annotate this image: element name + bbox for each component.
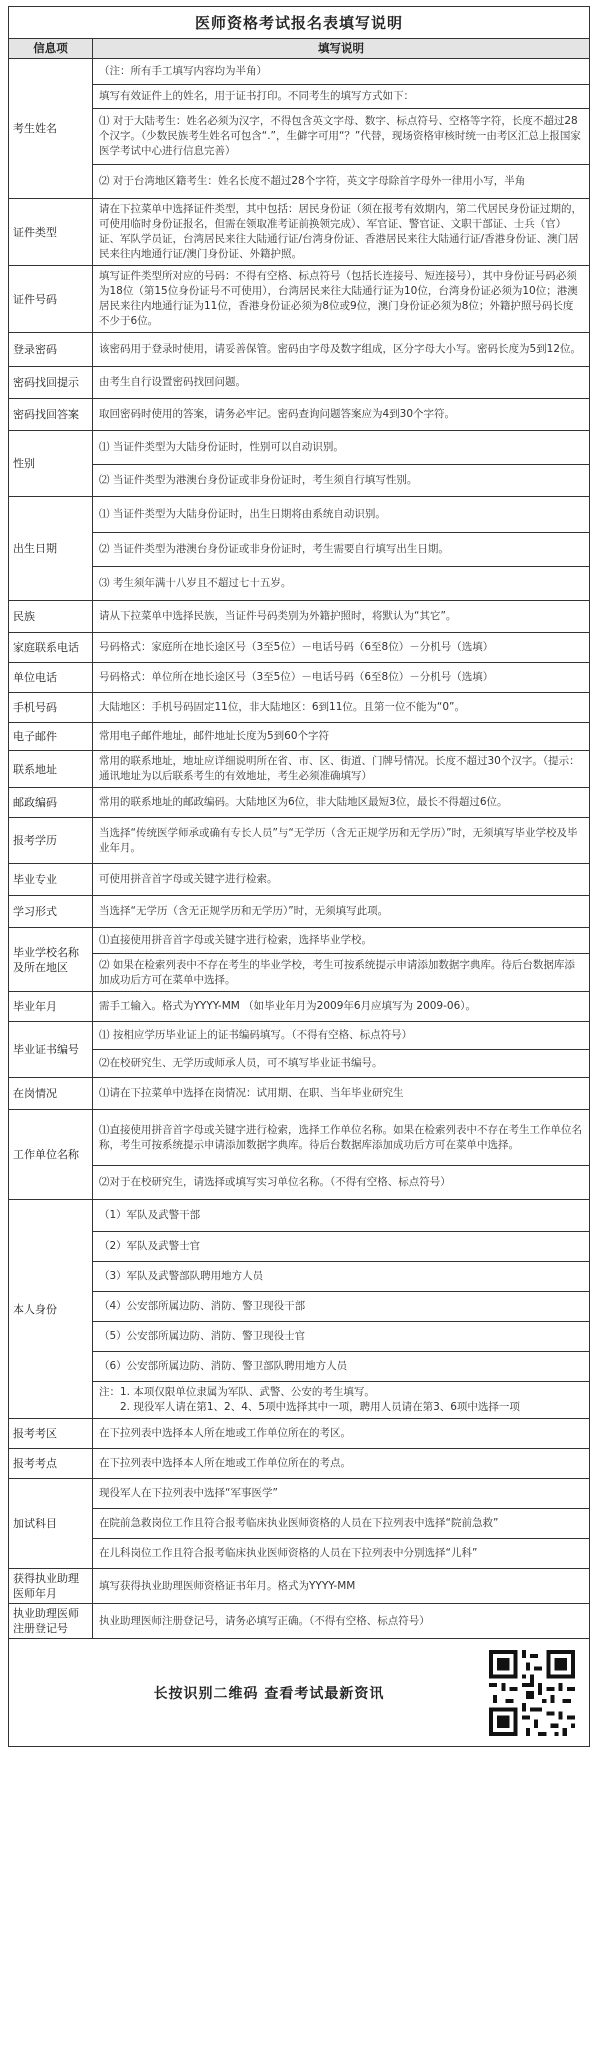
field-label: 获得执业助理医师年月 <box>9 1569 93 1604</box>
table-row <box>9 864 590 896</box>
table-row <box>9 1539 590 1569</box>
column-header-desc: 填写说明 <box>93 39 590 59</box>
table-row <box>9 663 590 693</box>
table-row <box>9 1352 590 1382</box>
field-description: 大陆地区：手机号码固定11位，非大陆地区：6到11位。且第一位不能为“0”。 <box>93 693 590 723</box>
field-description: （注：所有手工填写内容均为半角） <box>93 59 590 85</box>
field-description: 常用的联系地址的邮政编码。大陆地区为6位，非大陆地区最短3位，最长不得超过6位。 <box>93 788 590 818</box>
field-description: （6）公安部所属边防、消防、警卫部队聘用地方人员 <box>93 1352 590 1382</box>
table-row <box>9 1200 590 1232</box>
field-description: （4）公安部所属边防、消防、警卫现役干部 <box>93 1292 590 1322</box>
table-row <box>9 1022 590 1050</box>
table-row <box>9 1322 590 1352</box>
field-description: 可使用拼音首字母或关键字进行检索。 <box>93 864 590 896</box>
table-row <box>9 751 590 788</box>
field-description: ⑴ 对于大陆考生：姓名必须为汉字，不得包含英文字母、数字、标点符号、空格等字符，长度不超过28个汉字。（少数民族考生姓名可包含“.”，生僻字可用“？”代替，现场资格审核时统一由考区汇总上报国家医学考试中心进行信息完善） <box>93 109 590 165</box>
field-description: 填写获得执业助理医师资格证书年月。格式为YYYY-MM <box>93 1569 590 1604</box>
field-label: 在岗情况 <box>9 1078 93 1110</box>
field-description: 需手工输入。格式为YYYY-MM （如毕业年月为2009年6月应填写为 2009-06）。 <box>93 992 590 1022</box>
field-description: 注：1. 本项仅限单位隶属为军队、武警、公安的考生填写。 2. 现役军人请在第1、2、4、5项中选择其中一项，聘用人员请在第3、6项中选择一项 <box>93 1382 590 1419</box>
field-description: 现役军人在下拉列表中选择“军事医学” <box>93 1479 590 1509</box>
field-label: 毕业年月 <box>9 992 93 1022</box>
field-label: 性别 <box>9 431 93 497</box>
field-label: 工作单位名称 <box>9 1110 93 1200</box>
field-label: 报考学历 <box>9 818 93 864</box>
field-description: 取回密码时使用的答案，请务必牢记。密码查询问题答案应为4到30个字符。 <box>93 399 590 431</box>
field-description: 号码格式：家庭所在地长途区号（3至5位）－电话号码（6至8位）－分机号（选填） <box>93 633 590 663</box>
table-row <box>9 896 590 928</box>
table-row <box>9 1050 590 1078</box>
field-description: 填写证件类型所对应的号码：不得有空格、标点符号（包括长连接号、短连接号），其中身份证号码必须为18位（第15位身份证号不可使用），台湾居民来往大陆通行证为10位，台湾身份证必须为10位；港澳居民来往内地通行证为11位，香港身份证必须为8位或9位，澳门身份证必须为8位；外籍护照号码长度不少于6位。 <box>93 266 590 333</box>
field-description: ⑴直接使用拼音首字母或关键字进行检索，选择毕业学校。 <box>93 928 590 954</box>
field-description: 常用的联系地址，地址应详细说明所在省、市、区、街道、门牌号情况。长度不超过30个汉字。（提示：通讯地址为以后联系考生的有效地址，考生必须准确填写） <box>93 751 590 788</box>
table-row <box>9 818 590 864</box>
table-row <box>9 199 590 266</box>
field-label: 证件号码 <box>9 266 93 333</box>
field-description: ⑵ 如果在检索列表中不存在考生的毕业学校，考生可按系统提示申请添加数据字典库。待后台数据库添加成功后方可在菜单中选择。 <box>93 954 590 992</box>
field-description: ⑵对于在校研究生，请选择或填写实习单位名称。（不得有空格、标点符号） <box>93 1166 590 1200</box>
field-label: 本人身份 <box>9 1200 93 1419</box>
field-description: 当选择“传统医学师承或确有专长人员”与“无学历（含无正规学历和无学历）”时，无须填写毕业学校及毕业年月。 <box>93 818 590 864</box>
table-row <box>9 788 590 818</box>
field-description: ⑴请在下拉菜单中选择在岗情况：试用期、在职、当年毕业研究生 <box>93 1078 590 1110</box>
field-label: 密码找回提示 <box>9 367 93 399</box>
footer <box>8 1639 590 1747</box>
table-row <box>9 567 590 601</box>
field-description: ⑵ 当证件类型为港澳台身份证或非身份证时，考生须自行填写性别。 <box>93 465 590 497</box>
table-row <box>9 1419 590 1449</box>
field-label: 毕业证书编号 <box>9 1022 93 1078</box>
field-description: 在下拉列表中选择本人所在地或工作单位所在的考区。 <box>93 1419 590 1449</box>
field-label: 邮政编码 <box>9 788 93 818</box>
field-label: 毕业学校名称及所在地区 <box>9 928 93 992</box>
field-label: 证件类型 <box>9 199 93 266</box>
table-row <box>9 693 590 723</box>
field-description: （2）军队及武警士官 <box>93 1232 590 1262</box>
field-description: ⑴ 当证件类型为大陆身份证时，出生日期将由系统自动识别。 <box>93 497 590 533</box>
field-description: 在儿科岗位工作且符合报考临床执业医师资格的人员在下拉列表中分别选择“儿科” <box>93 1539 590 1569</box>
field-description: 请在下拉菜单中选择证件类型，其中包括：居民身份证（须在报考有效期内，第二代居民身份证过期的，可使用临时身份证报名，但需在领取准考证前换领完成）、军官证、警官证、文职干部证、士兵（官）证、军队学员证，台湾居民来往大陆通行证/台湾身份证、香港居民来往大陆通行证/香港身份证、澳门居民来往内地通行证/澳门身份证、外籍护照。 <box>93 199 590 266</box>
field-label: 报考考点 <box>9 1449 93 1479</box>
table-row <box>9 333 590 367</box>
table-row <box>9 954 590 992</box>
field-description: 在院前急救岗位工作且符合报考临床执业医师资格的人员在下拉列表中选择“院前急救” <box>93 1509 590 1539</box>
field-description: （5）公安部所属边防、消防、警卫现役士官 <box>93 1322 590 1352</box>
table-row <box>9 1078 590 1110</box>
field-label: 单位电话 <box>9 663 93 693</box>
field-description: 执业助理医师注册登记号，请务必填写正确。（不得有空格、标点符号） <box>93 1604 590 1639</box>
qr-code-icon[interactable] <box>489 1650 575 1736</box>
table-row <box>9 533 590 567</box>
field-label: 手机号码 <box>9 693 93 723</box>
table-row <box>9 1479 590 1509</box>
field-description: 该密码用于登录时使用，请妥善保管。密码由字母及数字组成，区分字母大小写。密码长度为5到12位。 <box>93 333 590 367</box>
table-row <box>9 1262 590 1292</box>
footer-text: 长按识别二维码 查看考试最新资讯 <box>153 1685 385 1702</box>
instruction-table <box>8 38 590 1639</box>
table-row <box>9 399 590 431</box>
field-description: ⑵ 当证件类型为港澳台身份证或非身份证时，考生需要自行填写出生日期。 <box>93 533 590 567</box>
table-row <box>9 59 590 85</box>
field-label: 执业助理医师注册登记号 <box>9 1604 93 1639</box>
field-description: ⑵ 对于台湾地区籍考生：姓名长度不超过28个字符，英文字母除首字母外一律用小写，半角 <box>93 165 590 199</box>
table-row <box>9 431 590 465</box>
table-row <box>9 1110 590 1166</box>
field-label: 家庭联系电话 <box>9 633 93 663</box>
table-row <box>9 1604 590 1639</box>
table-row <box>9 633 590 663</box>
field-description: ⑵在校研究生、无学历或师承人员，可不填写毕业证书编号。 <box>93 1050 590 1078</box>
field-description: 请从下拉菜单中选择民族，当证件号码类别为外籍护照时，将默认为“其它”。 <box>93 601 590 633</box>
column-header-item: 信息项 <box>9 39 93 59</box>
field-label: 密码找回答案 <box>9 399 93 431</box>
field-description: ⑴直接使用拼音首字母或关键字进行检索，选择工作单位名称。如果在检索列表中不存在考生工作单位名称，考生可按系统提示申请添加数据字典库。待后台数据库添加成功后方可在菜单中选择。 <box>93 1110 590 1166</box>
field-description: ⑴ 按相应学历毕业证上的证书编码填写。（不得有空格、标点符号） <box>93 1022 590 1050</box>
field-label: 联系地址 <box>9 751 93 788</box>
table-row <box>9 1166 590 1200</box>
table-row <box>9 85 590 109</box>
table-row <box>9 497 590 533</box>
table-row <box>9 601 590 633</box>
field-description: ⑶ 考生须年满十八岁且不超过七十五岁。 <box>93 567 590 601</box>
table-row <box>9 723 590 751</box>
field-description: 当选择“无学历（含无正规学历和无学历）”时，无须填写此项。 <box>93 896 590 928</box>
field-label: 报考考区 <box>9 1419 93 1449</box>
field-label: 加试科目 <box>9 1479 93 1569</box>
field-label: 考生姓名 <box>9 59 93 199</box>
table-row <box>9 165 590 199</box>
field-description: 填写有效证件上的姓名，用于证书打印。不同考生的填写方式如下： <box>93 85 590 109</box>
table-row <box>9 1509 590 1539</box>
page-title: 医师资格考试报名表填写说明 <box>8 6 590 38</box>
field-description: 号码格式：单位所在地长途区号（3至5位）－电话号码（6至8位）－分机号（选填） <box>93 663 590 693</box>
field-label: 登录密码 <box>9 333 93 367</box>
table-row <box>9 1569 590 1604</box>
field-description: 由考生自行设置密码找回问题。 <box>93 367 590 399</box>
field-label: 民族 <box>9 601 93 633</box>
field-label: 毕业专业 <box>9 864 93 896</box>
table-row <box>9 928 590 954</box>
field-description: 常用电子邮件地址，邮件地址长度为5到60个字符 <box>93 723 590 751</box>
table-row <box>9 1382 590 1419</box>
table-row <box>9 109 590 165</box>
table-row <box>9 992 590 1022</box>
table-row <box>9 465 590 497</box>
field-label: 学习形式 <box>9 896 93 928</box>
table-row <box>9 1292 590 1322</box>
field-description: ⑴ 当证件类型为大陆身份证时，性别可以自动识别。 <box>93 431 590 465</box>
field-label: 出生日期 <box>9 497 93 601</box>
field-description: （1）军队及武警干部 <box>93 1200 590 1232</box>
table-row <box>9 1449 590 1479</box>
table-row <box>9 266 590 333</box>
table-row <box>9 1232 590 1262</box>
field-description: 在下拉列表中选择本人所在地或工作单位所在的考点。 <box>93 1449 590 1479</box>
field-label: 电子邮件 <box>9 723 93 751</box>
table-row <box>9 367 590 399</box>
field-description: （3）军队及武警部队聘用地方人员 <box>93 1262 590 1292</box>
